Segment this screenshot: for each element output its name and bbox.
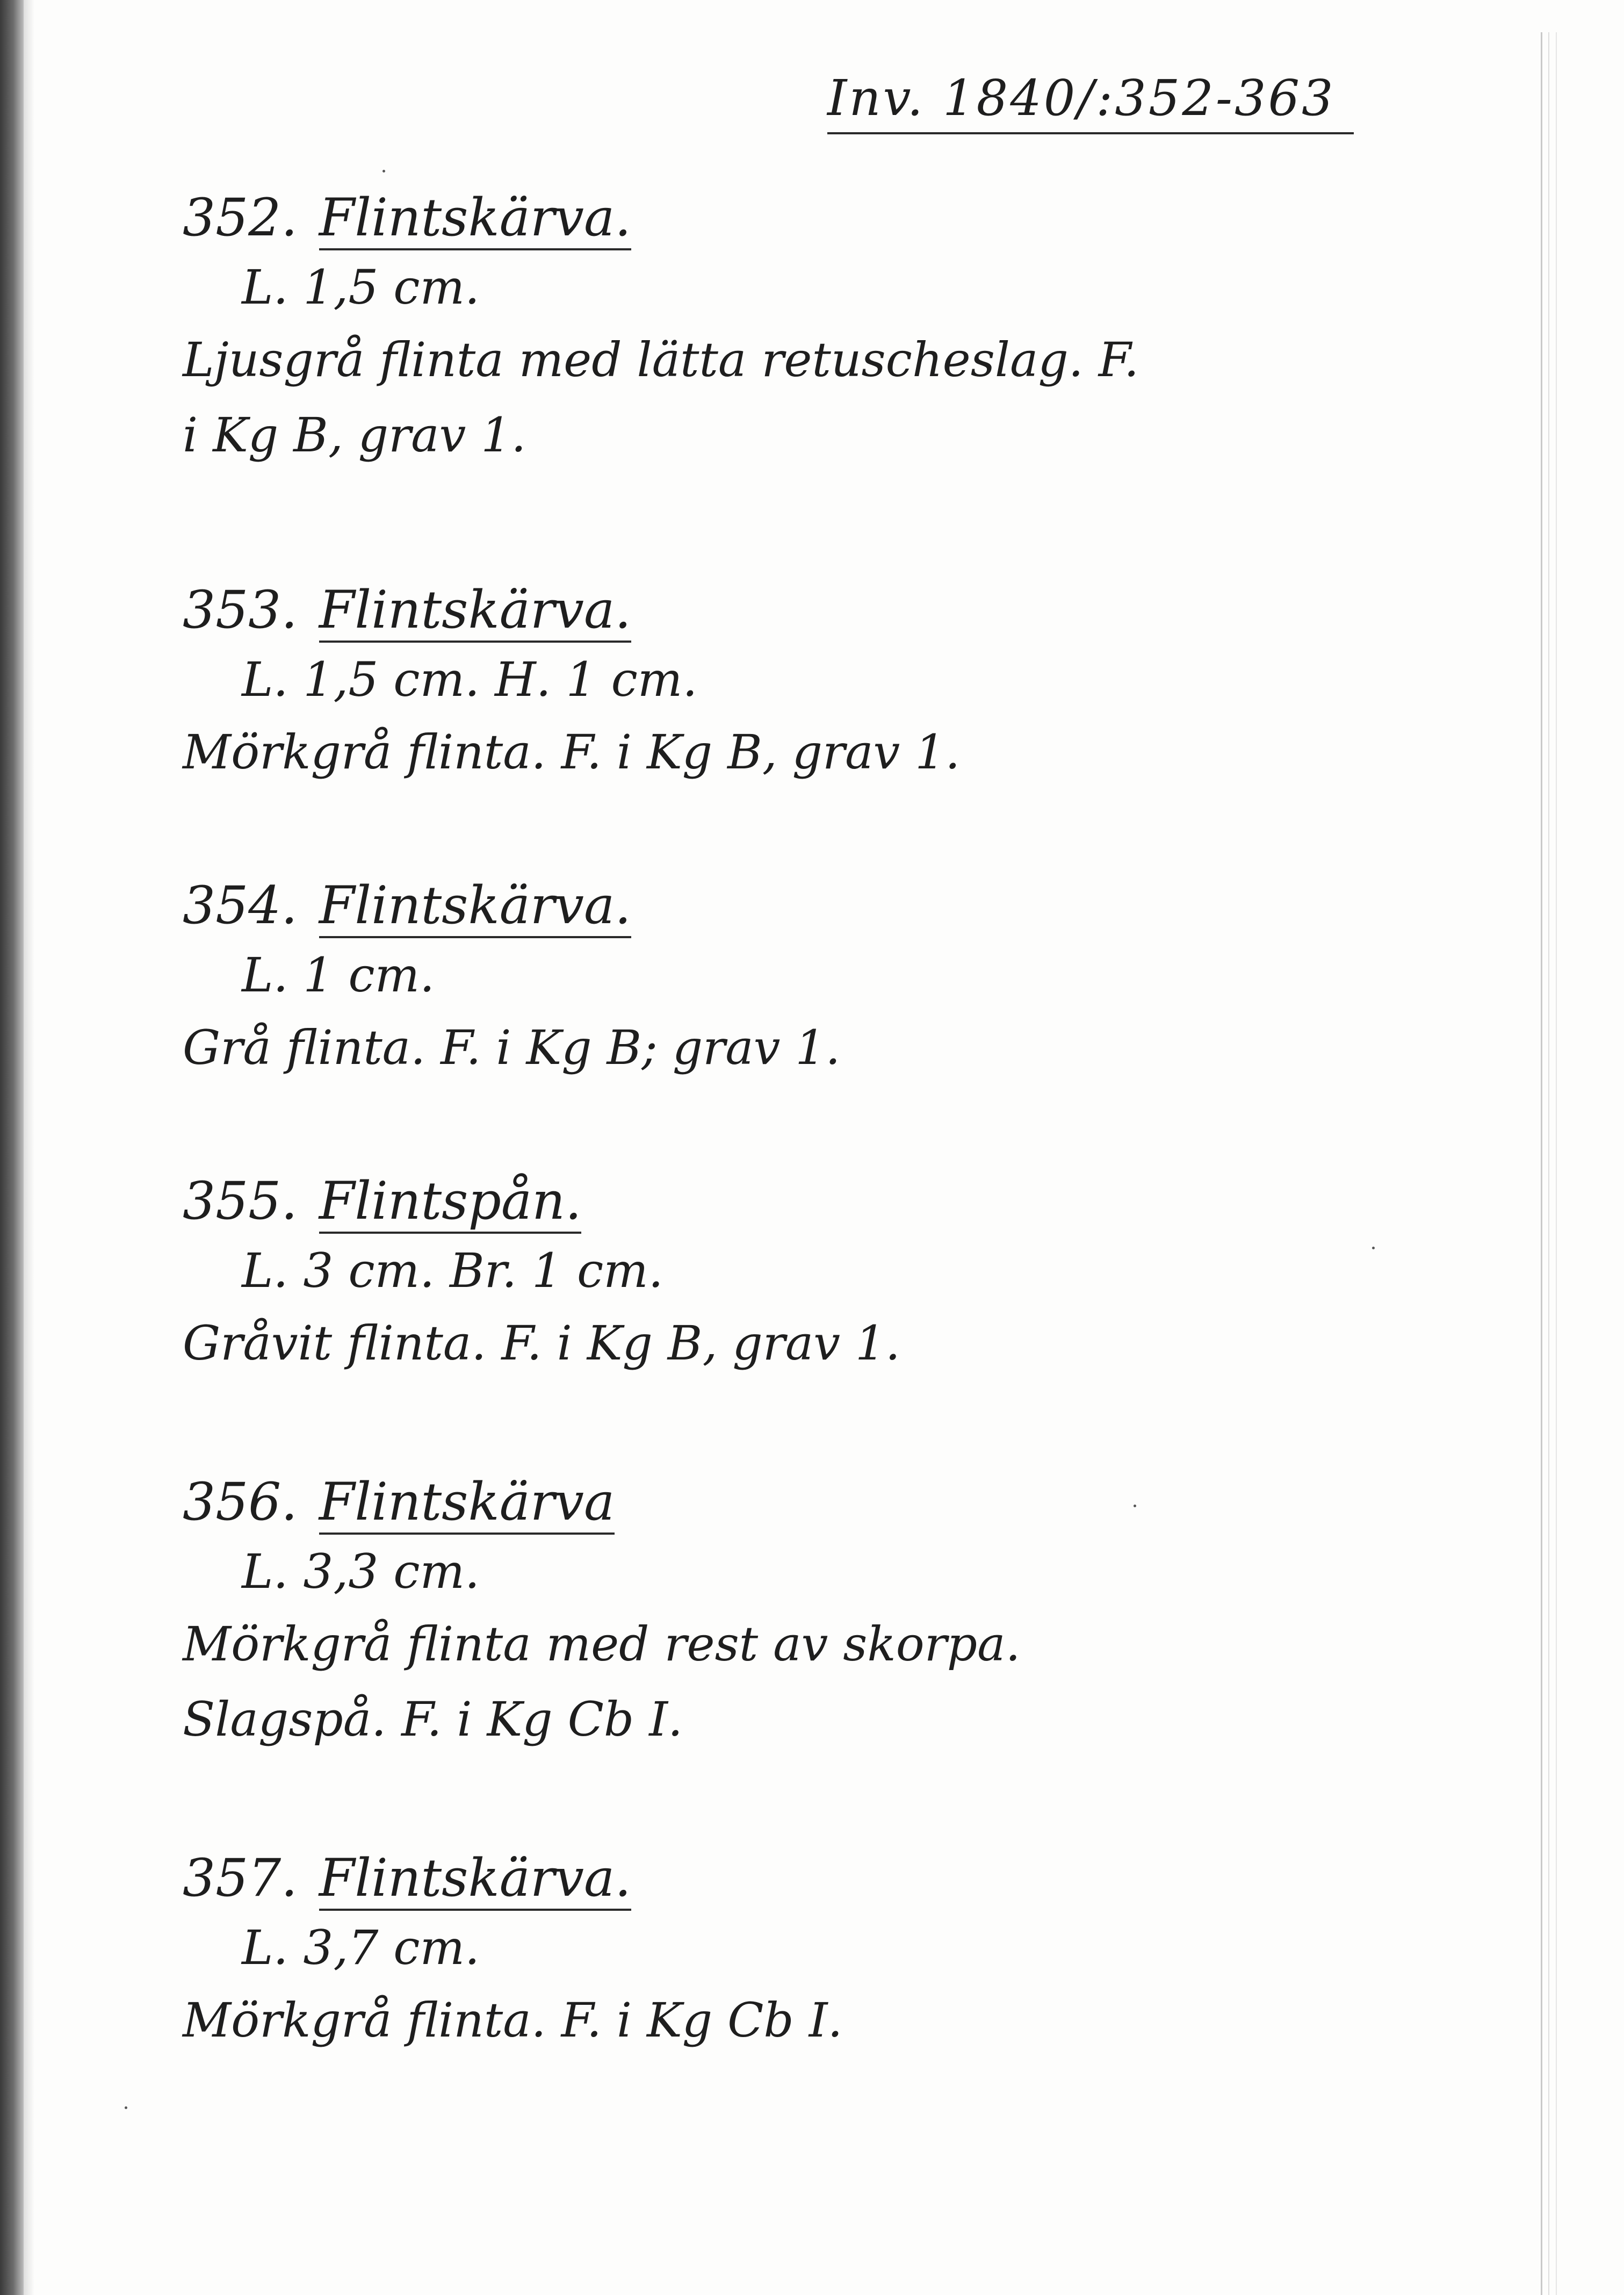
page-edge [1548, 32, 1549, 2295]
entry-dimensions: L. 1 cm. [242, 947, 435, 1003]
entry-dimensions: L. 1,5 cm. H. 1 cm. [242, 652, 698, 707]
entry-description: Mörkgrå flinta med rest av skorpa. [183, 1616, 1021, 1672]
entry-dimensions: L. 1,5 cm. [242, 260, 480, 315]
entry-number: 357. [183, 1848, 298, 1908]
ink-speck [382, 170, 385, 172]
inventory-header: Inv. 1840/:352-363 [827, 69, 1354, 134]
entry-description: Slagspå. F. i Kg Cb I. [183, 1692, 683, 1747]
entry-title: Flintskärva. [319, 580, 631, 643]
entry-title: Flintskärva. [319, 876, 631, 938]
entry-title: Flintspån. [319, 1171, 582, 1234]
entry-title-line [183, 1843, 1418, 1913]
catalog-entry-353 [183, 575, 1418, 790]
entry-number: 353. [183, 580, 298, 640]
entry-number: 356. [183, 1472, 298, 1532]
entry-title-line [183, 575, 1418, 645]
entry-dimensions: L. 3 cm. Br. 1 cm. [242, 1243, 663, 1298]
entry-title: Flintskärva. [319, 188, 631, 250]
entry-description: i Kg B, grav 1. [183, 407, 526, 463]
ink-speck [125, 2106, 127, 2109]
entry-title: Flintskärva. [319, 1848, 631, 1911]
entry-dimensions: L. 3,3 cm. [242, 1544, 480, 1599]
catalog-entry-356 [183, 1467, 1418, 1757]
entry-number: 352. [183, 188, 298, 248]
entry-description: Mörkgrå flinta. F. i Kg B, grav 1. [183, 724, 961, 780]
catalog-entry-352 [183, 183, 1418, 473]
entry-number: 355. [183, 1171, 298, 1231]
entry-title-line [183, 870, 1418, 940]
entry-description: Grå flinta. F. i Kg B; grav 1. [183, 1020, 841, 1075]
entry-description: Ljusgrå flinta med lätta retuscheslag. F. [183, 332, 1139, 387]
catalog-entry-357 [183, 1843, 1418, 2058]
page-edge [1556, 32, 1557, 2295]
page-edge [1541, 32, 1542, 2295]
catalog-entry-355 [183, 1166, 1418, 1381]
entry-title-line [183, 1467, 1418, 1537]
entry-dimensions: L. 3,7 cm. [242, 1920, 480, 1975]
ink-speck [1134, 1505, 1136, 1507]
entry-description: Gråvit flinta. F. i Kg B, grav 1. [183, 1315, 900, 1371]
entry-title: Flintskärva [319, 1472, 615, 1535]
catalog-entry-354 [183, 870, 1418, 1085]
book-binding [0, 0, 24, 2295]
ink-speck [1372, 1247, 1375, 1249]
binding-shadow [24, 0, 34, 2295]
entry-description: Mörkgrå flinta. F. i Kg Cb I. [183, 1992, 843, 2048]
entry-title-line [183, 183, 1418, 253]
entry-title-line [183, 1166, 1418, 1236]
entry-number: 354. [183, 875, 298, 936]
